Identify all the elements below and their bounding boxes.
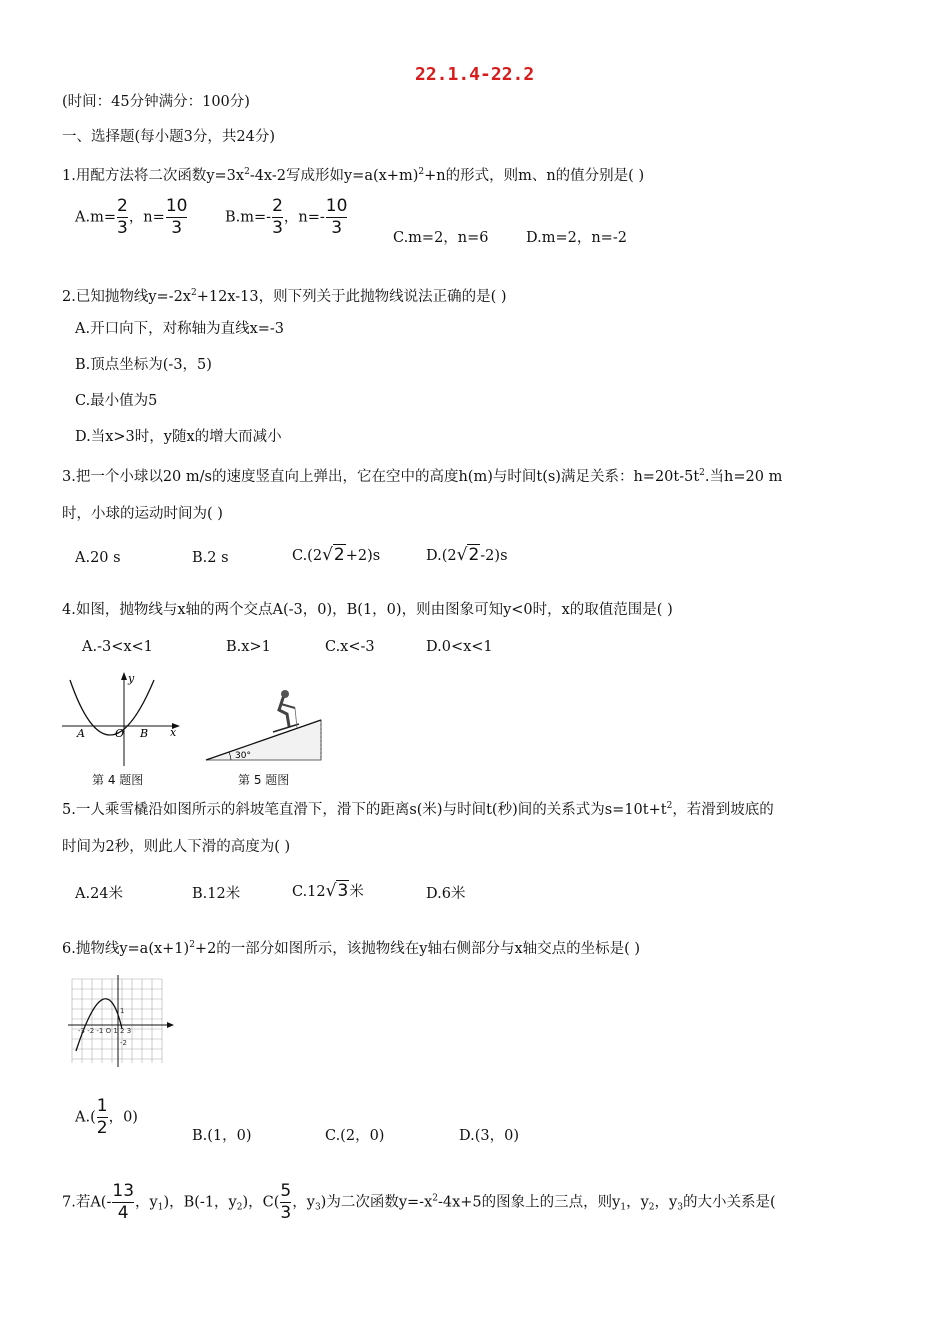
label-o: O (115, 727, 125, 740)
question-5-option-b[interactable]: B.12米 (192, 886, 241, 902)
question-6-option-b[interactable]: B.(1，0) (192, 1128, 252, 1144)
question-4-option-b[interactable]: B.x>1 (226, 639, 271, 655)
question-3-stem-line2: 时，小球的运动时间为( ) (62, 506, 223, 522)
question-4-option-c[interactable]: C.x<-3 (325, 639, 375, 655)
question-3-option-d[interactable]: D.(2√2-2)s (426, 545, 508, 565)
fraction: $\frac{1}{2}$ (96, 1096, 108, 1138)
question-3-option-a[interactable]: A.20 s (75, 550, 121, 566)
question-1-option-a[interactable]: A.m= $\frac{2}{3}$ ，n= $\frac{10}{3}$ (75, 196, 188, 238)
question-1-option-b[interactable]: B.m=- $\frac{2}{3}$ ，n=- $\frac{10}{3}$ (225, 196, 348, 238)
time-score-info: (时间：45分钟满分：100分) (62, 94, 250, 110)
fraction: $\frac{10}{3}$ (165, 196, 188, 238)
page-title: 22.1.4-22.2 (415, 64, 535, 85)
question-6-option-c[interactable]: C.(2，0) (325, 1128, 385, 1144)
question-4-option-d[interactable]: D.0<x<1 (426, 639, 493, 655)
question-4-option-a[interactable]: A.-3<x<1 (82, 639, 153, 655)
question-5-stem-line1: 5.一人乘雪橇沿如图所示的斜坡笔直滑下，滑下的距离s(米)与时间t(秒)间的关系式为$s=10t+t^2$，若滑到坡底的 (62, 801, 774, 818)
fraction: $\frac{13}{4}$ (112, 1181, 135, 1223)
question-6-stem: 6.抛物线$y=a(x+1)^2+2$的一部分如图所示，该抛物线在y轴右侧部分与x轴交点的坐标是( ) (62, 940, 641, 957)
question-3-option-b[interactable]: B.2 s (192, 550, 229, 566)
angle-label: 30° (235, 751, 251, 761)
fraction: $\frac{10}{3}$ (325, 196, 348, 238)
label-y: y (128, 672, 135, 685)
question-5-option-a[interactable]: A.24米 (75, 886, 124, 902)
skier-icon (273, 690, 299, 732)
question-5-option-d[interactable]: D.6米 (426, 886, 466, 902)
figure-5-slope-diagram (203, 682, 328, 764)
question-2-option-c[interactable]: C.最小值为5 (75, 393, 158, 409)
question-2-option-a[interactable]: A.开口向下，对称轴为直线x=-3 (75, 321, 285, 337)
question-7-stem: 7.若A(- $\frac{13}{4}$ ，$y_1$)，B(-1，$y_2$)，C( $\frac{5}{3}$ ，$y_3$)为二次函数$y=-x^2-4x+5$的图象上的三点，则$y_1$，$y_2$，$y_3$的大小关系是( (62, 1181, 776, 1223)
svg-text:-2: -2 (120, 1039, 127, 1047)
label-a: A (77, 727, 85, 740)
question-2-option-d[interactable]: D.当x>3时，y随x的增大而减小 (75, 429, 282, 445)
question-1-option-d[interactable]: D.m=2，n=-2 (526, 230, 627, 246)
fraction: $\frac{2}{3}$ (116, 196, 128, 238)
sqrt-symbol: √2 (322, 545, 345, 565)
figure-6-grid-graph (66, 973, 178, 1069)
section-heading: 一、选择题(每小题3分，共24分) (62, 129, 275, 145)
svg-text:1: 1 (120, 1007, 125, 1015)
label-b: B (140, 727, 149, 740)
question-4-stem: 4.如图，抛物线与x轴的两个交点A(-3，0)，B(1，0)，则由图象可知y<0时，x的取值范围是( ) (62, 602, 673, 618)
question-5-stem-line2: 时间为2秒，则此人下滑的高度为( ) (62, 839, 291, 855)
question-3-stem-line1: 3.把一个小球以20 m/s的速度竖直向上弹出，它在空中的高度h(m)与时间t(s)满足关系：$h=20t-5t^2$.当h=20 m (62, 468, 783, 485)
question-6-option-a[interactable]: A.( $\frac{1}{2}$ ，0) (75, 1096, 138, 1138)
svg-text:-3 -2 -1 O 1 2 3: -3 -2 -1 O 1 2 3 (78, 1027, 132, 1035)
question-5-option-c[interactable]: C.12√3米 (292, 881, 364, 901)
fraction: $\frac{2}{3}$ (272, 196, 283, 238)
sqrt-symbol: √2 (456, 545, 480, 565)
question-3-option-c[interactable]: C.(2√2+2)s (292, 545, 381, 565)
question-1-stem: 1.用配方法将二次函数$y=3x^2-4x-2$写成形如$y=a(x+m)^2+n$的形式，则m、n的值分别是( ) (62, 167, 645, 184)
sqrt-symbol: √3 (325, 881, 349, 901)
figure-4-parabola-graph (58, 670, 183, 770)
question-6-option-d[interactable]: D.(3，0) (459, 1128, 519, 1144)
question-2-stem: 2.已知抛物线$y=-2x^2+12x-13$，则下列关于此抛物线说法正确的是( ) (62, 288, 507, 305)
question-1-option-c[interactable]: C.m=2，n=6 (393, 230, 489, 246)
figure-4-caption: 第 4 题图 (92, 773, 144, 787)
question-2-option-b[interactable]: B.顶点坐标为(-3，5) (75, 357, 212, 373)
figure-5-caption: 第 5 题图 (238, 773, 290, 787)
label-x: x (170, 726, 177, 739)
fraction: $\frac{5}{3}$ (280, 1181, 292, 1223)
